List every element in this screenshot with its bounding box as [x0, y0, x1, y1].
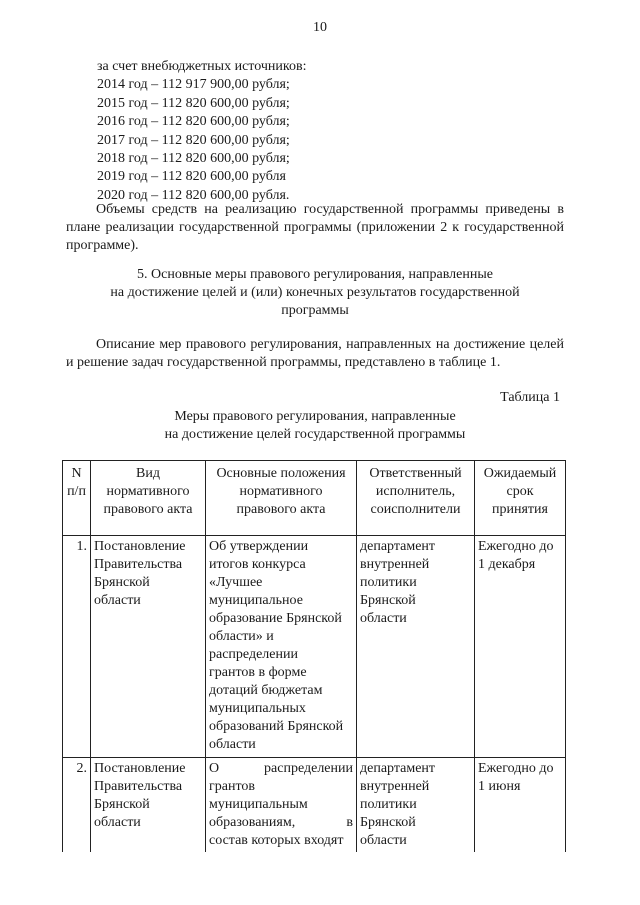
funding-line: 2018 год – 112 820 600,00 рубля; — [97, 151, 290, 167]
funding-line: 2016 год – 112 820 600,00 рубля; — [97, 114, 290, 130]
row-act-content: О распределении грантов муниципальным образованиям, в состав которых входят — [206, 758, 357, 853]
paragraph-description: Описание мер правового регулирования, направленных на достижение целей и решение задач государственной программы, представлено в таблице 1. — [66, 337, 564, 370]
section-heading-line: на достижение целей и (или) конечных результатов государственной — [110, 285, 520, 300]
funding-line: 2015 год – 112 820 600,00 рубля; — [97, 95, 290, 111]
table-title — [66, 408, 564, 444]
funding-intro: за счет внебюджетных источников: — [97, 59, 307, 74]
row-deadline: Ежегодно до 1 декабря — [475, 536, 566, 758]
header-deadline: Ожидаемый срок принятия — [475, 461, 566, 536]
row-num: 2. — [63, 758, 91, 853]
table-row — [63, 536, 566, 758]
regulation-table — [62, 460, 566, 852]
section-heading-line: программы — [281, 303, 349, 318]
table-title-line: Меры правового регулирования, направленные — [174, 409, 456, 424]
table-label: Таблица 1 — [500, 390, 560, 405]
row-executor: департамент внутренней политики Брянской области — [357, 758, 475, 853]
header-executor: Ответственный исполнитель, соисполнители — [357, 461, 475, 536]
row-act-type: Постановление Правительства Брянской области — [91, 536, 206, 758]
row-executor: департамент внутренней политики Брянской области — [357, 536, 475, 758]
header-num: N п/п — [63, 461, 91, 536]
funding-line: 2014 год – 112 917 900,00 рубля; — [97, 77, 290, 93]
funding-line: 2020 год – 112 820 600,00 рубля. — [97, 187, 290, 203]
paragraph-volumes: Объемы средств на реализацию государственной программы приведены в плане реализации государственной программы (приложении 2 к государственной программе). — [66, 202, 564, 253]
header-act-content: Основные положения нормативного правового акта — [206, 461, 357, 536]
section-heading-line: 5. Основные меры правового регулирования, направленные — [137, 267, 493, 282]
funding-line: 2017 год – 112 820 600,00 рубля; — [97, 132, 290, 148]
section-heading — [66, 266, 564, 320]
page-number: 10 — [313, 20, 327, 35]
header-act-type: Вид нормативного правового акта — [91, 461, 206, 536]
table-row — [63, 758, 566, 853]
table-header-row — [63, 461, 566, 536]
row-act-content: Об утверждении итогов конкурса «Лучшее муниципальное образование Брянской области» и распределении грантов в форме дотаций бюджетам муниципальных образований Брянской области — [206, 536, 357, 758]
funding-line: 2019 год – 112 820 600,00 рубля — [97, 169, 286, 185]
funding-block — [97, 58, 306, 205]
row-act-type: Постановление Правительства Брянской области — [91, 758, 206, 853]
table-title-line: на достижение целей государственной программы — [164, 427, 466, 442]
row-deadline: Ежегодно до 1 июня — [475, 758, 566, 853]
row-num: 1. — [63, 536, 91, 758]
